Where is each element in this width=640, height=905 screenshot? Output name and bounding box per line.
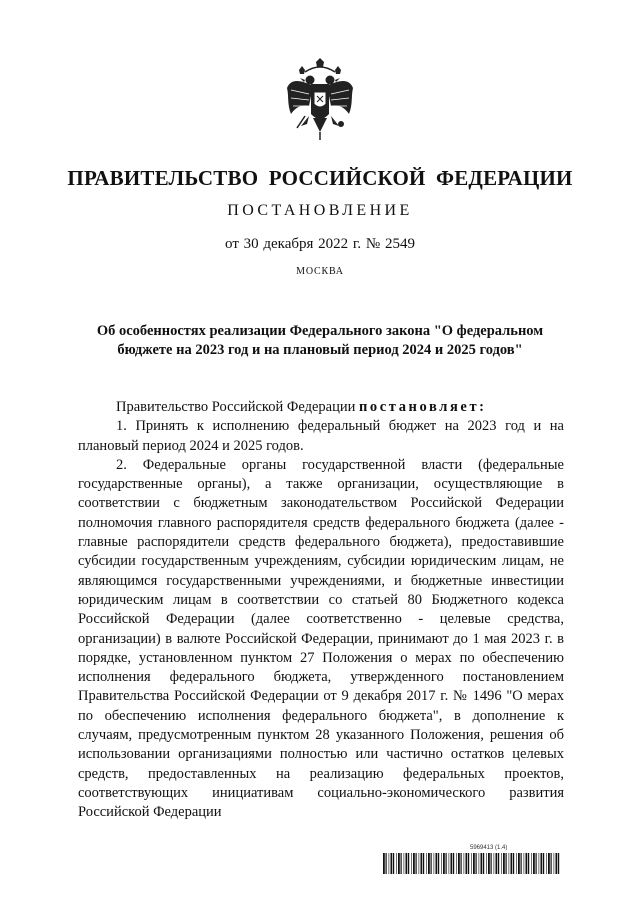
government-title: ПРАВИТЕЛЬСТВО РОССИЙСКОЙ ФЕДЕРАЦИИ: [67, 166, 573, 190]
russian-coat-of-arms-icon: [283, 58, 357, 148]
subject-line-1: Об особенностях реализации Федерального закона "О федеральном: [96, 323, 544, 339]
document-date-number: от 30 декабря 2022 г. № 2549: [225, 236, 415, 252]
subject-line-2: бюджете на 2023 год и на плановый период 2024 и 2025 годов": [117, 342, 523, 358]
decree-verb: постановляет:: [358, 399, 487, 415]
document-body: [78, 398, 564, 823]
body-paragraph: [78, 398, 564, 417]
preamble-text: Правительство Российской Федерации: [116, 399, 356, 415]
barcode-icon: [383, 853, 563, 874]
body-paragraph: 1. Принять к исполнению федеральный бюджет на 2023 год и на плановый период 2024 и 2025 годов.: [78, 418, 564, 454]
document-city: МОСКВА: [296, 266, 344, 277]
document-subject: [60, 322, 580, 360]
document-type: ПОСТАНОВЛЕНИЕ: [227, 202, 413, 219]
body-paragraph: 2. Федеральные органы государственной власти (федеральные государственные органы), а также организации, осуществляющие в соответствии с бюджетным законодательством Российской Федерации полномочия главного распорядителя средств федерального бюджета (далее - главные распорядители средств федерального бюджета), предоставившие субсидии государственным учреждениям, субсидии юридическим лицам, не являющимся государственными учреждениями, и бюджетные инвестиции юридическим лицам в соответствии со статьей 80 Бюджетного кодекса Российской Федерации (далее соответственно - целевые средства, организации) в валюте Российской Федерации, принимают до 1 мая 2023 г. в порядке, установленном пунктом 27 Положения о мерах по обеспечению исполнения федерального бюджета, утвержденного постановлением Правительства Российской Федерации от 9 декабря 2017 г. № 1496 "О мерах по обеспечению исполнения федерального бюджета", в дополнение к случаям, предусмотренным пунктом 28 указанного Положения, решения об использовании организациями полностью или частично остатков целевых средств, предоставленных на реализацию федеральных проектов, соответствующих инициативам социально-экономического развития Российской Федерации: [78, 456, 564, 821]
document-id: 5969413 (1.4): [470, 845, 508, 851]
